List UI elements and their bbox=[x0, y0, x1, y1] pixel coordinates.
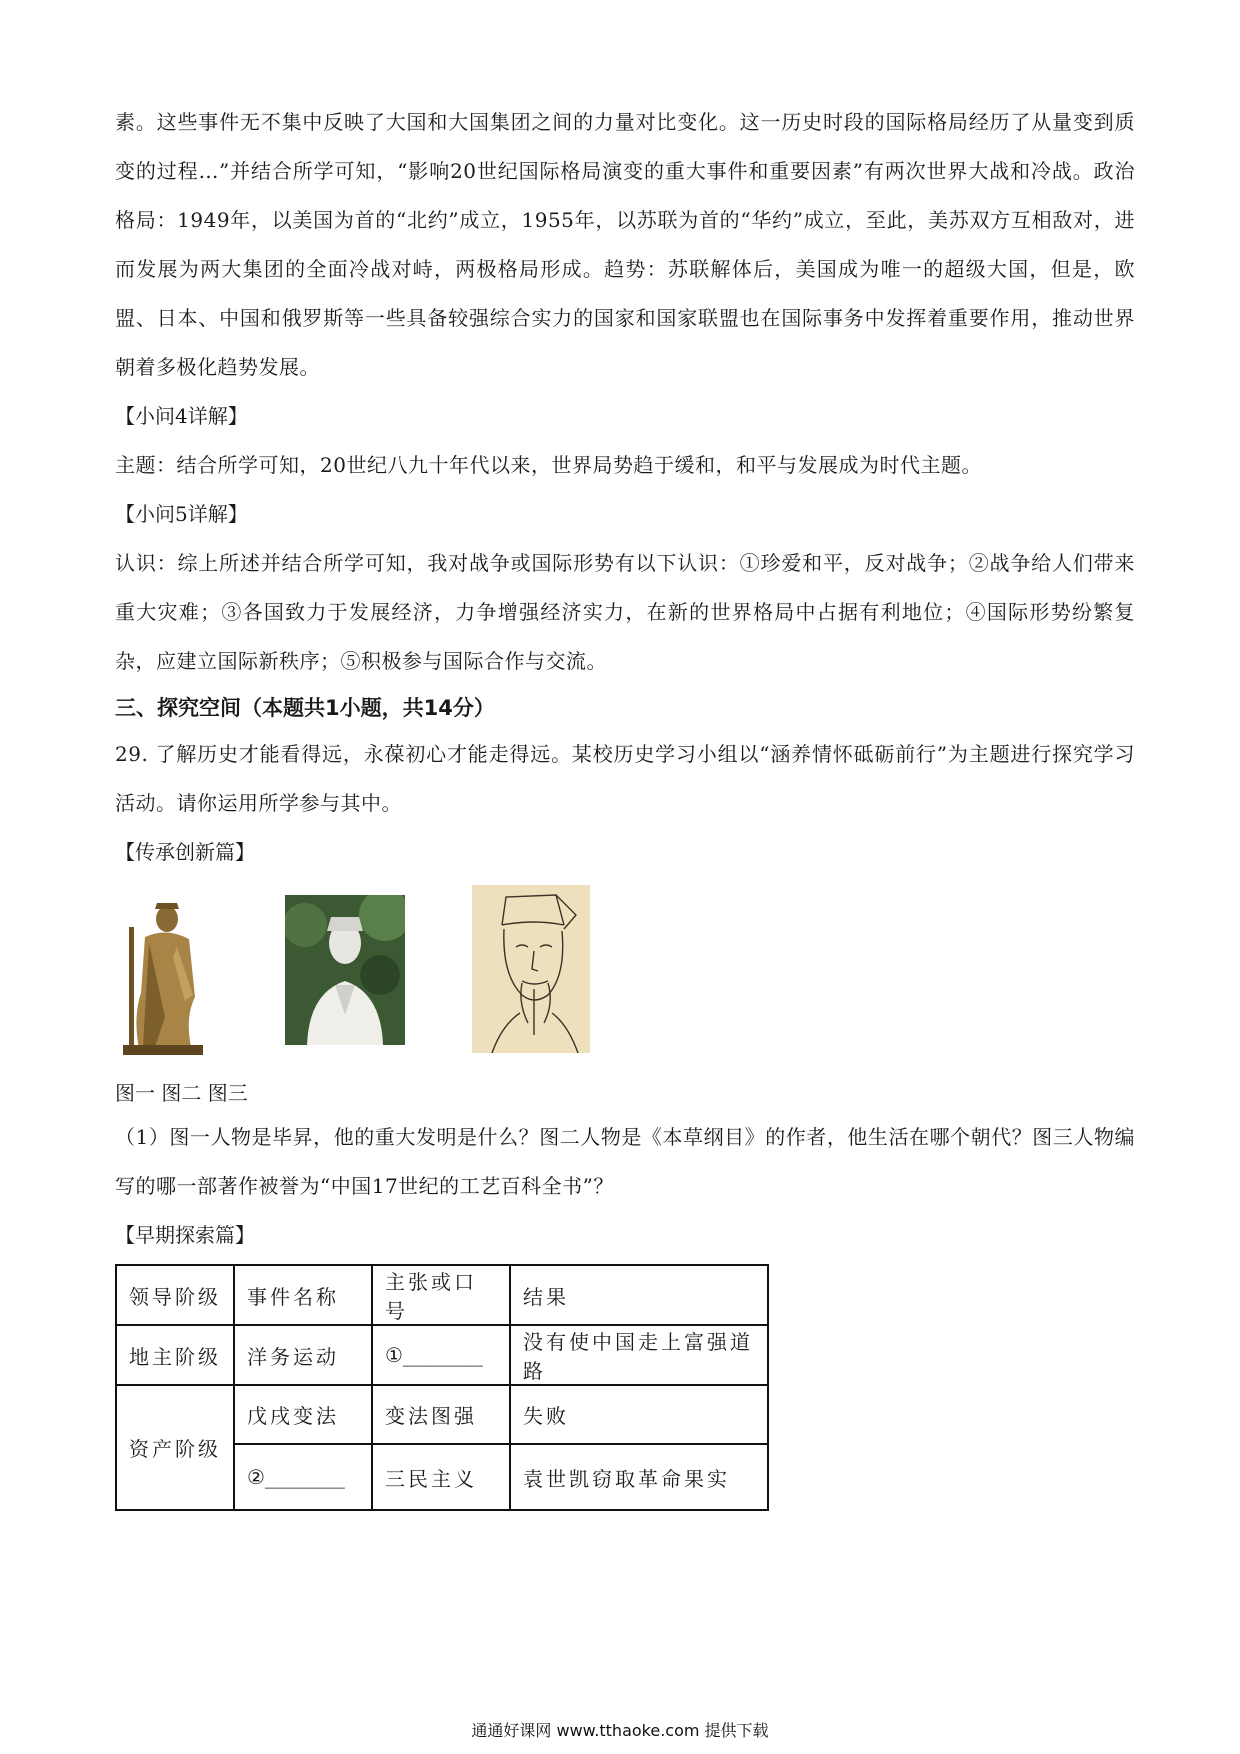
table-header-cell: 领导阶级 bbox=[116, 1265, 234, 1325]
table-header-cell: 主张或口号 bbox=[372, 1265, 510, 1325]
answer-blank-2: ②________ bbox=[234, 1444, 372, 1510]
question-29-intro: 29. 了解历史才能看得远，永葆初心才能走得远。某校历史学习小组以“涵养情怀砥砺前行”为主题进行探究学习活动。请你运用所学参与其中。 bbox=[115, 742, 1135, 815]
figure-1-statue-image bbox=[115, 897, 211, 1057]
part1-heading: 【传承创新篇】 bbox=[115, 840, 255, 864]
q4-heading: 【小问4详解】 bbox=[115, 404, 248, 428]
answer-blank-1: ①________ bbox=[372, 1325, 510, 1385]
table-cell: 变法图强 bbox=[372, 1385, 510, 1444]
page-content bbox=[115, 98, 1135, 1511]
page-footer: 通通好课网 www.tthaoke.com 提供下载 bbox=[471, 1721, 769, 1740]
table-cell-merged: 资产阶级 bbox=[116, 1385, 234, 1510]
figures-row bbox=[115, 885, 1135, 1073]
figure-caption: 图一 图二 图三 bbox=[115, 1081, 248, 1105]
q5-text: 认识：综上所述并结合所学可知，我对战争或国际形势有以下认识：①珍爱和平，反对战争；②战争给人们带来重大灾难；③各国致力于发展经济，力争增强经济实力，在新的世界格局中占据有利地位；④国际形势纷繁复杂，应建立国际新秩序；⑤积极参与国际合作与交流。 bbox=[115, 551, 1135, 673]
part2-heading: 【早期探索篇】 bbox=[115, 1223, 255, 1247]
table-row bbox=[116, 1325, 768, 1385]
table-header-cell: 事件名称 bbox=[234, 1265, 372, 1325]
table-cell: 没有使中国走上富强道路 bbox=[510, 1325, 768, 1385]
part1-question: （1）图一人物是毕昇，他的重大发明是什么？图二人物是《本草纲目》的作者，他生活在哪个朝代？图三人物编写的哪一部著作被誉为“中国17世纪的工艺百科全书”？ bbox=[115, 1125, 1135, 1198]
q5-heading: 【小问5详解】 bbox=[115, 502, 248, 526]
table-row bbox=[116, 1385, 768, 1444]
early-exploration-table bbox=[115, 1264, 769, 1511]
table-row bbox=[116, 1265, 768, 1325]
table-cell: 洋务运动 bbox=[234, 1325, 372, 1385]
table-header-cell: 结果 bbox=[510, 1265, 768, 1325]
section-title: 三、探究空间（本题共1小题，共14分） bbox=[115, 696, 495, 720]
q4-text: 主题：结合所学可知，20世纪八九十年代以来，世界局势趋于缓和，和平与发展成为时代主题。 bbox=[115, 453, 982, 477]
figure-2-bust-image bbox=[285, 895, 405, 1045]
table-cell: 地主阶级 bbox=[116, 1325, 234, 1385]
table-cell: 失败 bbox=[510, 1385, 768, 1444]
figure-3-portrait-drawing bbox=[472, 885, 590, 1053]
table-cell: 戊戌变法 bbox=[234, 1385, 372, 1444]
analysis-paragraph: 素。这些事件无不集中反映了大国和大国集团之间的力量对比变化。这一历史时段的国际格局经历了从量变到质变的过程…”并结合所学可知，“影响20世纪国际格局演变的重大事件和重要因素”有两次世界大战和冷战。政治格局：1949年，以美国为首的“北约”成立，1955年，以苏联为首的“华约”成立，至此，美苏双方互相敌对，进而发展为两大集团的全面冷战对峙，两极格局形成。趋势：苏联解体后，美国成为唯一的超级大国，但是，欧盟、日本、中国和俄罗斯等一些具备较强综合实力的国家和国家联盟也在国际事务中发挥着重要作用，推动世界朝着多极化趋势发展。 bbox=[115, 110, 1135, 379]
table-cell: 三民主义 bbox=[372, 1444, 510, 1510]
table-cell: 袁世凯窃取革命果实 bbox=[510, 1444, 768, 1510]
